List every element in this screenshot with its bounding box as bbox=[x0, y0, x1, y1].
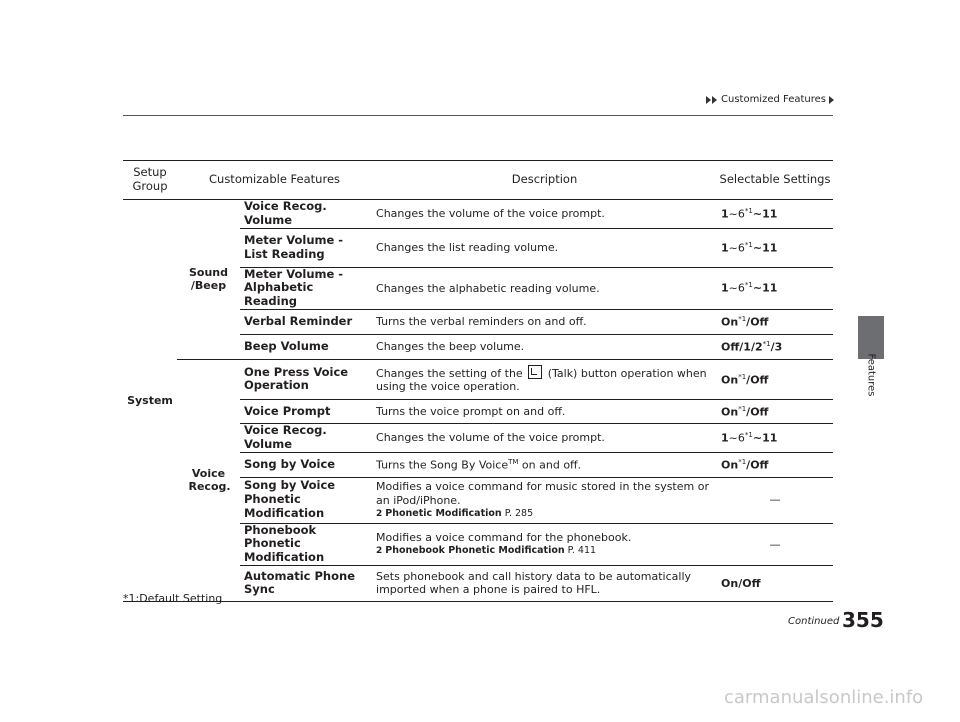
reference-icon: 2 bbox=[376, 546, 383, 557]
feature-name: Phonebook Phonetic Modification bbox=[240, 523, 372, 565]
selectable-settings: 1~6$^{*1}$~11 bbox=[717, 228, 833, 267]
table-header-row bbox=[123, 161, 833, 200]
table-row bbox=[123, 359, 833, 399]
feature-name: Automatic Phone Sync bbox=[240, 565, 372, 601]
feature-name: Voice Recog. Volume bbox=[240, 423, 372, 452]
arrow-icon bbox=[829, 96, 834, 104]
setup-group: System bbox=[123, 200, 177, 602]
col-header: Setup Group bbox=[123, 161, 177, 200]
feature-description: Turns the verbal reminders on and off. bbox=[372, 309, 717, 334]
page-reference[interactable]: 2 Phonetic Modification P. 285 bbox=[376, 507, 534, 519]
selectable-settings: — bbox=[717, 477, 833, 523]
feature-name: Song by Voice bbox=[240, 452, 372, 477]
feature-description: Turns the Song By Voice™ on and off. bbox=[372, 452, 717, 477]
feature-name: One Press Voice Operation bbox=[240, 359, 372, 399]
feature-name: Song by Voice Phonetic Modification bbox=[240, 477, 372, 523]
selectable-settings: On/Off bbox=[717, 565, 833, 601]
talk-icon bbox=[528, 365, 542, 379]
feature-description: Sets phonebook and call history data to be automatically imported when a phone is paired to HFL. bbox=[372, 565, 717, 601]
feature-name: Meter Volume - Alphabetic Reading bbox=[240, 267, 372, 309]
feature-name: Voice Recog. Volume bbox=[240, 200, 372, 229]
section-label: Features bbox=[865, 353, 877, 397]
feature-description: Changes the list reading volume. bbox=[372, 228, 717, 267]
selectable-settings: On$^{*1}$/Off bbox=[717, 359, 833, 399]
selectable-settings: 1~6$^{*1}$~11 bbox=[717, 267, 833, 309]
header-rule bbox=[123, 115, 833, 116]
col-header: Selectable Settings bbox=[717, 161, 833, 200]
feature-description: Changes the setting of the (Talk) button operation when using the voice operation. bbox=[372, 359, 717, 399]
feature-description: Changes the volume of the voice prompt. bbox=[372, 200, 717, 229]
feature-description: Modifies a voice command for music stored in the system or an iPod/iPhone. 2 Phonetic Modification P. 285 bbox=[372, 477, 717, 523]
selectable-settings: 1~6$^{*1}$~11 bbox=[717, 200, 833, 229]
selectable-settings: Off/1/2$^{*1}$/3 bbox=[717, 334, 833, 359]
col-header: Customizable Features bbox=[177, 161, 372, 200]
breadcrumb-label: Customized Features bbox=[721, 94, 827, 105]
breadcrumb bbox=[706, 94, 835, 105]
col-header: Description bbox=[372, 161, 717, 200]
feature-name: Beep Volume bbox=[240, 334, 372, 359]
page-reference[interactable]: 2 Phonebook Phonetic Modification P. 411 bbox=[376, 545, 597, 557]
watermark: carmanualsonline.info bbox=[724, 687, 924, 708]
feature-name: Meter Volume - List Reading bbox=[240, 228, 372, 267]
continued-label: Continued bbox=[788, 616, 840, 627]
arrow-icon bbox=[712, 96, 717, 104]
feature-description: Changes the beep volume. bbox=[372, 334, 717, 359]
feature-description: Changes the volume of the voice prompt. bbox=[372, 423, 717, 452]
feature-description: Turns the voice prompt on and off. bbox=[372, 399, 717, 423]
feature-description: Changes the alphabetic reading volume. bbox=[372, 267, 717, 309]
sub-group: Voice Recog. bbox=[177, 359, 240, 601]
page-number: 355 bbox=[842, 608, 884, 632]
table-row bbox=[123, 200, 833, 229]
selectable-settings: On$^{*1}$/Off bbox=[717, 452, 833, 477]
feature-name: Voice Prompt bbox=[240, 399, 372, 423]
selectable-settings: On$^{*1}$/Off bbox=[717, 399, 833, 423]
customized-features-table bbox=[123, 160, 833, 602]
reference-icon: 2 bbox=[376, 508, 383, 519]
sub-group: Sound /Beep bbox=[177, 200, 240, 360]
selectable-settings: 1~6$^{*1}$~11 bbox=[717, 423, 833, 452]
footnote: *1:Default Setting bbox=[123, 592, 223, 605]
feature-name: Verbal Reminder bbox=[240, 309, 372, 334]
selectable-settings: On$^{*1}$/Off bbox=[717, 309, 833, 334]
arrow-icon bbox=[706, 96, 711, 104]
feature-description: Modifies a voice command for the phonebook. 2 Phonebook Phonetic Modification P. 411 bbox=[372, 523, 717, 565]
selectable-settings: — bbox=[717, 523, 833, 565]
